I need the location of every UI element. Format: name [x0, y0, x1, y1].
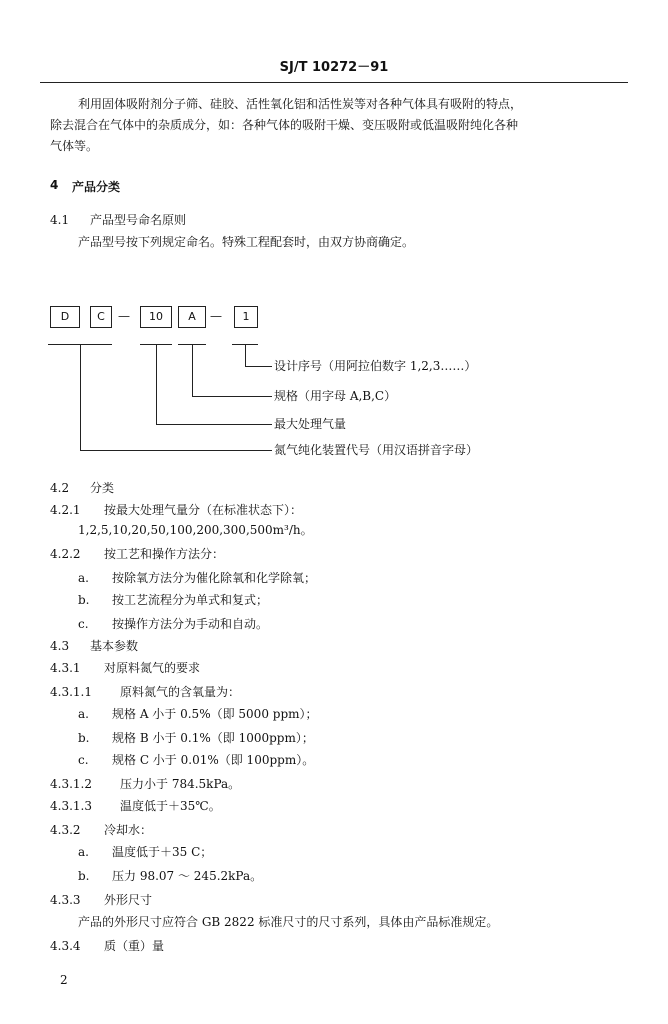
- section-4-1-body: 产品型号按下列规定命名。特殊工程配套时，由双方协商确定。: [78, 235, 415, 249]
- leader-serial-horizontal: [245, 366, 272, 367]
- list-item-number: 4.3.1.1: [50, 685, 92, 699]
- list-item-number: a.: [78, 845, 89, 859]
- model-box-spec: A: [178, 306, 206, 328]
- list-item-number: 4.3.4: [50, 939, 81, 953]
- list-item-text: 产品的外形尺寸应符合 GB 2822 标准尺寸的尺寸系列，具体由产品标准规定。: [78, 915, 499, 929]
- model-dash-1: —: [118, 309, 130, 323]
- model-box-capacity: 10: [140, 306, 172, 328]
- model-box-c: C: [90, 306, 112, 328]
- intro-line-3: 气体等。: [50, 139, 99, 153]
- leader-spec-vertical: [192, 344, 193, 396]
- list-item-text: 压力 98.07 ～ 245.2kPa。: [112, 869, 263, 883]
- model-dash-2: —: [210, 309, 222, 323]
- list-item-text: 分类: [90, 481, 115, 495]
- label-serial-number: 设计序号（用阿拉伯数字 1,2,3……）: [274, 359, 477, 373]
- page-number: 2: [60, 973, 68, 987]
- label-specification: 规格（用字母 A,B,C）: [274, 389, 397, 403]
- list-item-text: 按最大处理气量分（在标准状态下）：: [104, 503, 303, 517]
- model-box-d: D: [50, 306, 80, 328]
- model-box-serial: 1: [234, 306, 258, 328]
- list-item-text: 1,2,5,10,20,50,100,200,300,500m³/h。: [78, 523, 313, 537]
- section-4-title: 产品分类: [72, 180, 121, 194]
- list-item-text: 规格 C 小于 0.01%（即 100ppm）。: [112, 753, 315, 767]
- section-4-1-number: 4.1: [50, 213, 70, 227]
- list-item-number: 4.2.2: [50, 547, 81, 561]
- list-item-text: 温度低于＋35 C；: [112, 845, 213, 859]
- list-item-number: 4.3.3: [50, 893, 81, 907]
- section-4-1-title: 产品型号命名原则: [90, 213, 187, 227]
- list-item-number: 4.2: [50, 481, 70, 495]
- leader-capacity-vertical: [156, 344, 157, 424]
- list-item-text: 规格 B 小于 0.1%（即 1000ppm）；: [112, 731, 314, 745]
- list-item-number: 4.3.1.2: [50, 777, 92, 791]
- leader-dc-horizontal: [80, 450, 272, 451]
- list-item-number: b.: [78, 593, 90, 607]
- list-item-text: 冷却水：: [104, 823, 153, 837]
- leader-serial-vertical: [245, 344, 246, 366]
- list-item-number: 4.3.2: [50, 823, 81, 837]
- list-item-number: c.: [78, 753, 89, 767]
- section-4-number: 4: [50, 178, 59, 192]
- list-item-text: 外形尺寸: [104, 893, 153, 907]
- list-item-number: a.: [78, 571, 89, 585]
- list-item-text: 质（重）量: [104, 939, 165, 953]
- list-item-number: 4.2.1: [50, 503, 81, 517]
- list-item-text: 按工艺流程分为单式和复式；: [112, 593, 269, 607]
- document-code: SJ/T 10272－91: [279, 60, 389, 75]
- list-item-text: 对原料氮气的要求: [104, 661, 201, 675]
- intro-line-1: 利用固体吸附剂分子筛、硅胶、活性氧化铝和活性炭等对各种气体具有吸附的特点，: [78, 97, 523, 111]
- list-item-number: 4.3.1: [50, 661, 81, 675]
- list-item-number: c.: [78, 617, 89, 631]
- label-max-capacity: 最大处理气量: [274, 417, 347, 431]
- header-rule: [40, 82, 628, 83]
- list-item-number: 4.3: [50, 639, 70, 653]
- list-item-number: b.: [78, 869, 90, 883]
- list-item-text: 压力小于 784.5kPa。: [120, 777, 241, 791]
- list-item-text: 原料氮气的含氧量为：: [120, 685, 241, 699]
- list-item-text: 温度低于＋35℃。: [120, 799, 221, 813]
- list-item-text: 按操作方法分为手动和自动。: [112, 617, 269, 631]
- intro-line-2: 除去混合在气体中的杂质成分，如：各种气体的吸附干燥、变压吸附或低温吸附纯化各种: [50, 118, 519, 132]
- leader-dc-vertical: [80, 344, 81, 450]
- leader-capacity-horizontal: [156, 424, 272, 425]
- leader-spec-horizontal: [192, 396, 272, 397]
- list-item-text: 基本参数: [90, 639, 139, 653]
- list-item-number: 4.3.1.3: [50, 799, 92, 813]
- list-item-text: 规格 A 小于 0.5%（即 5000 ppm）；: [112, 707, 318, 721]
- list-item-text: 按工艺和操作方法分：: [104, 547, 225, 561]
- list-item-number: b.: [78, 731, 90, 745]
- label-device-code: 氮气纯化装置代号（用汉语拼音字母）: [274, 443, 479, 457]
- list-item-number: a.: [78, 707, 89, 721]
- list-item-text: 按除氧方法分为催化除氧和化学除氧；: [112, 571, 317, 585]
